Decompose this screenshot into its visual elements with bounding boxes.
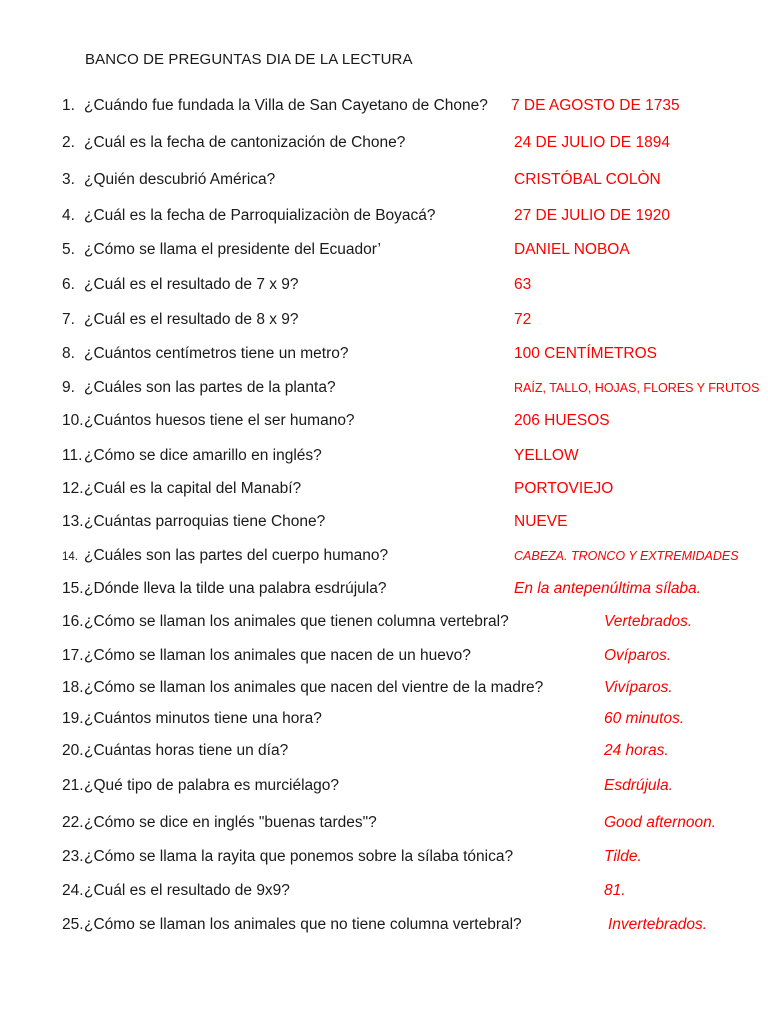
question-row-15 — [0, 578, 768, 600]
answer-text: 7 DE AGOSTO DE 1735 — [511, 97, 680, 114]
question-text: ¿Cuál es el resultado de 7 x 9? — [84, 276, 299, 293]
question-number: 3. — [62, 171, 75, 188]
question-number: 4. — [62, 207, 75, 224]
answer-text: PORTOVIEJO — [514, 480, 614, 497]
question-text: ¿Cuál es la capital del Manabí? — [84, 480, 302, 497]
question-row-23 — [0, 846, 768, 868]
question-number: 23. — [62, 848, 84, 865]
question-number: 8. — [62, 345, 75, 362]
answer-text: Ovíparos. — [604, 647, 672, 664]
question-text: ¿Cómo se llaman los animales que tienen columna vertebral? — [84, 613, 509, 630]
question-number: 20. — [62, 742, 84, 759]
question-number: 13. — [62, 513, 84, 530]
question-number: 1. — [62, 97, 75, 114]
question-number: 5. — [62, 241, 75, 258]
question-row-2 — [0, 132, 768, 154]
question-text: ¿Quién descubrió América? — [84, 171, 276, 188]
question-row-13 — [0, 511, 768, 533]
question-row-18 — [0, 677, 768, 699]
question-row-25 — [0, 914, 768, 936]
question-number: 25. — [62, 916, 84, 933]
question-number: 2. — [62, 134, 75, 151]
question-number: 16. — [62, 613, 84, 630]
question-row-21 — [0, 775, 768, 797]
question-text: ¿Cómo se llaman los animales que nacen del vientre de la madre? — [84, 679, 544, 696]
question-row-17 — [0, 645, 768, 667]
question-number: 22. — [62, 814, 84, 831]
answer-text: Esdrújula. — [604, 777, 673, 794]
question-text: ¿Cómo se llaman los animales que no tiene columna vertebral? — [84, 916, 522, 933]
answer-text: Tilde. — [604, 848, 642, 865]
question-row-19 — [0, 708, 768, 730]
question-text: ¿Cómo se dice amarillo en inglés? — [84, 447, 322, 464]
question-row-22 — [0, 812, 768, 834]
answer-text: 24 DE JULIO DE 1894 — [514, 134, 670, 151]
question-row-14 — [0, 545, 768, 567]
question-number: 6. — [62, 276, 75, 293]
answer-text: CABEZA. TRONCO Y EXTREMIDADES — [514, 549, 739, 563]
question-text: ¿Dónde lleva la tilde una palabra esdrújula? — [84, 580, 387, 597]
question-row-20 — [0, 740, 768, 762]
question-number: 18. — [62, 679, 84, 696]
question-row-10 — [0, 410, 768, 432]
question-number: 21. — [62, 777, 84, 794]
answer-text: Good afternoon. — [604, 814, 717, 831]
question-text: ¿Qué tipo de palabra es murciélago? — [84, 777, 340, 794]
question-text: ¿Cuál es la fecha de cantonización de Chone? — [84, 134, 406, 151]
question-text: ¿Cuántos huesos tiene el ser humano? — [84, 412, 355, 429]
question-text: ¿Cuál es el resultado de 8 x 9? — [84, 311, 299, 328]
answer-text: CRISTÓBAL COLÒN — [514, 171, 661, 188]
question-number: 9. — [62, 379, 75, 396]
answer-text: NUEVE — [514, 513, 568, 530]
question-row-24 — [0, 880, 768, 902]
question-text: ¿Cuántas horas tiene un día? — [84, 742, 289, 759]
question-text: ¿Cuáles son las partes de la planta? — [84, 379, 336, 396]
question-text: ¿Cuál es la fecha de Parroquializaciòn de Boyacá? — [84, 207, 436, 224]
question-number: 10. — [62, 412, 84, 429]
answer-text: 60 minutos. — [604, 710, 685, 727]
question-number: 14. — [62, 551, 78, 563]
question-number: 17. — [62, 647, 84, 664]
answer-text: Invertebrados. — [608, 916, 708, 933]
answer-text: 27 DE JULIO DE 1920 — [514, 207, 670, 224]
question-row-8 — [0, 343, 768, 365]
question-row-3 — [0, 169, 768, 191]
question-row-4 — [0, 205, 768, 227]
question-text: ¿Cuándo fue fundada la Villa de San Cayetano de Chone? — [84, 97, 488, 114]
answer-text: DANIEL NOBOA — [514, 241, 630, 258]
answer-text: 206 HUESOS — [514, 412, 610, 429]
answer-text: 72 — [514, 311, 532, 328]
question-text: ¿Cuántos minutos tiene una hora? — [84, 710, 322, 727]
question-row-5 — [0, 239, 768, 261]
question-text: ¿Cómo se llama la rayita que ponemos sobre la sílaba tónica? — [84, 848, 514, 865]
question-number: 15. — [62, 580, 84, 597]
answer-text: YELLOW — [514, 447, 579, 464]
question-text: ¿Cuántas parroquias tiene Chone? — [84, 513, 326, 530]
answer-text: Vivíparos. — [604, 679, 673, 696]
answer-text: 81. — [604, 882, 626, 899]
question-row-9 — [0, 377, 768, 399]
question-text: ¿Cómo se dice en inglés "buenas tardes"? — [84, 814, 377, 831]
question-row-12 — [0, 478, 768, 500]
question-number: 19. — [62, 710, 84, 727]
answer-text: RAÍZ, TALLO, HOJAS, FLORES Y FRUTOS — [514, 381, 760, 395]
question-text: ¿Cómo se llaman los animales que nacen de un huevo? — [84, 647, 471, 664]
document-title: BANCO DE PREGUNTAS DIA DE LA LECTURA — [85, 51, 413, 68]
question-text: ¿Cómo se llama el presidente del Ecuador’ — [84, 241, 381, 258]
question-text: ¿Cuántos centímetros tiene un metro? — [84, 345, 349, 362]
question-number: 12. — [62, 480, 84, 497]
question-row-7 — [0, 309, 768, 331]
answer-text: 24 horas. — [604, 742, 669, 759]
question-text: ¿Cuáles son las partes del cuerpo humano? — [84, 547, 389, 564]
question-row-16 — [0, 611, 768, 633]
answer-text: 100 CENTÍMETROS — [514, 345, 657, 362]
answer-text: Vertebrados. — [604, 613, 693, 630]
question-row-6 — [0, 274, 768, 296]
question-row-1 — [0, 95, 768, 117]
question-text: ¿Cuál es el resultado de 9x9? — [84, 882, 290, 899]
answer-text: En la antepenúltima sílaba. — [514, 580, 701, 597]
answer-text: 63 — [514, 276, 532, 293]
question-number: 11. — [62, 447, 83, 464]
question-row-11 — [0, 445, 768, 467]
question-number: 7. — [62, 311, 75, 328]
question-number: 24. — [62, 882, 84, 899]
